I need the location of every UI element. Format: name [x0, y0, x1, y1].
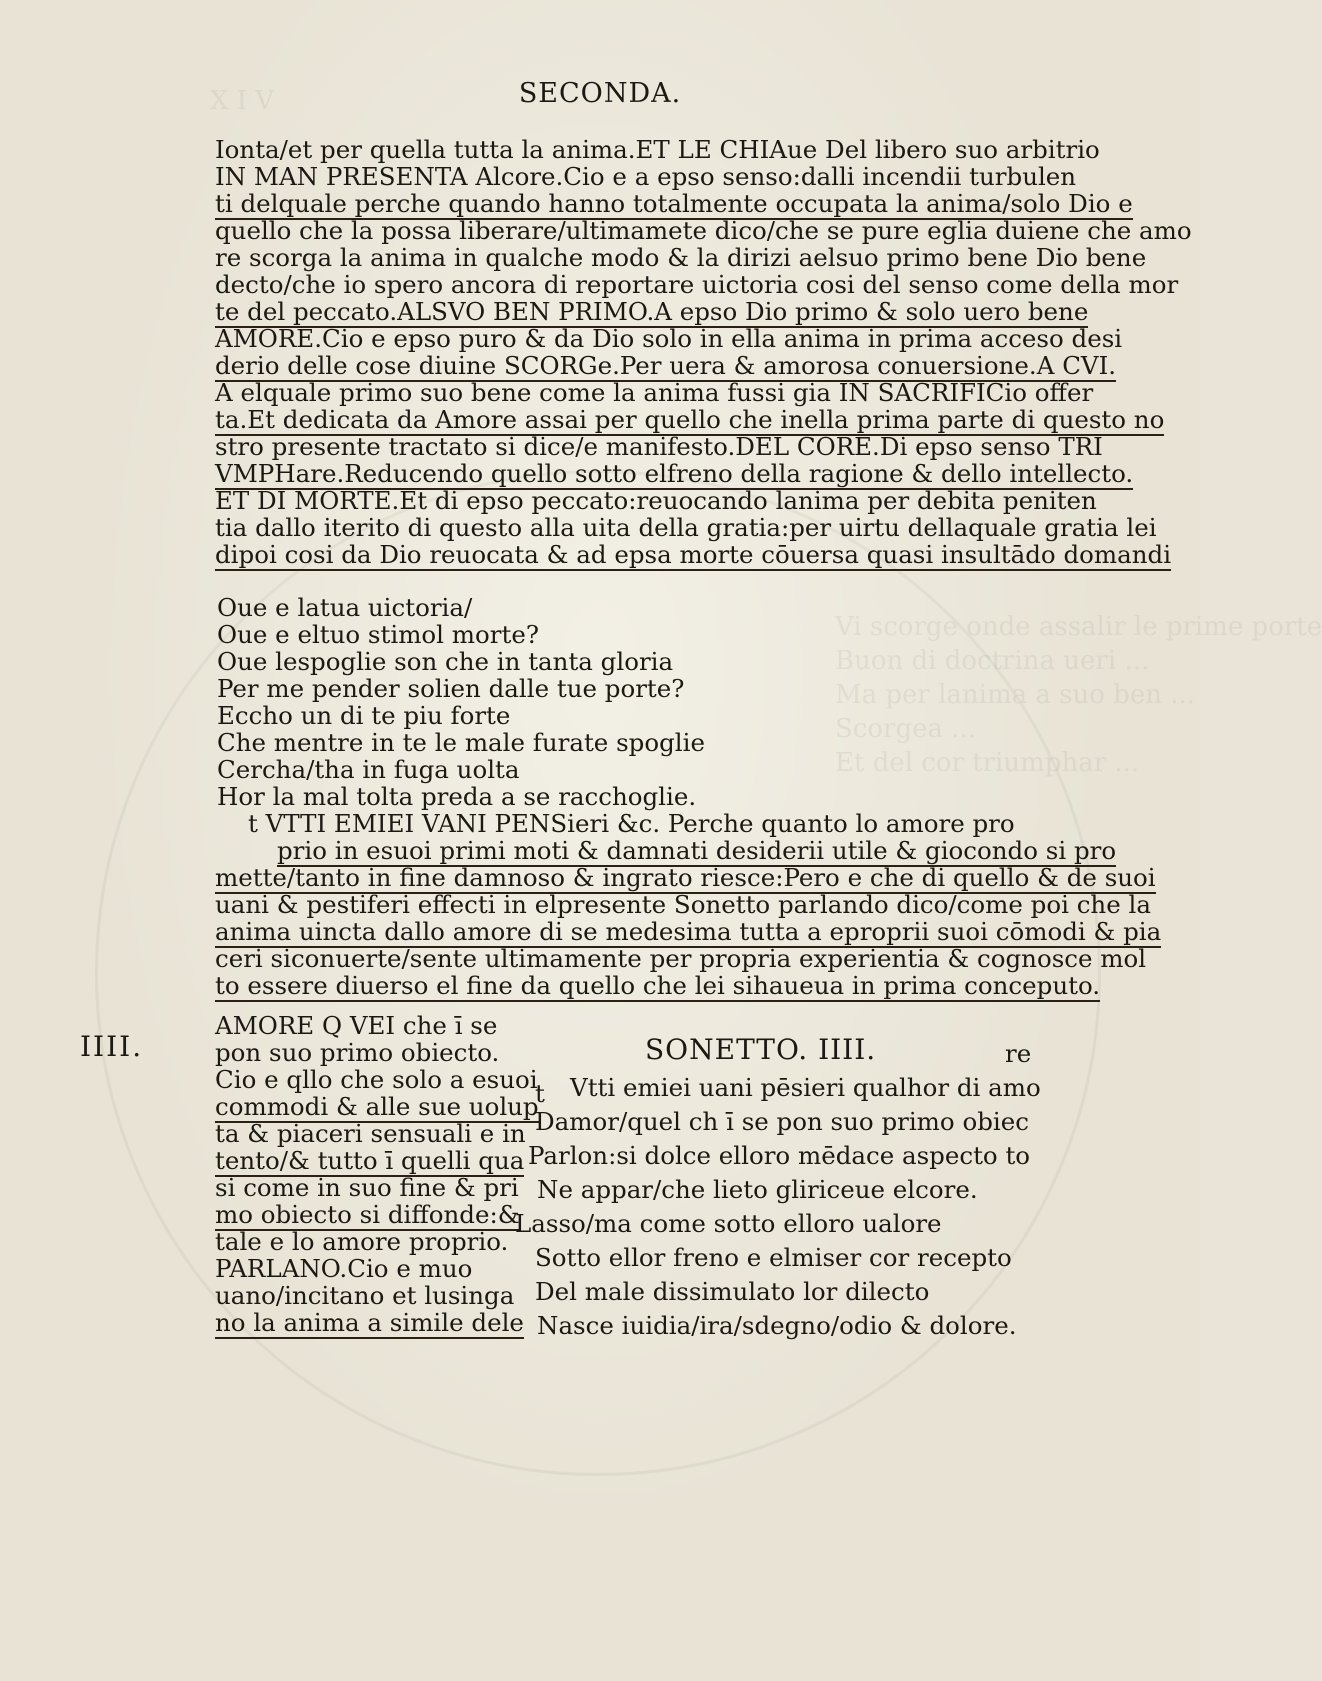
text-line: anima uincta dallo amore di se medesima tutta a eproprii suoi cōmodi & pia — [215, 917, 1162, 946]
show-through-text: X I V — [210, 86, 275, 116]
text-line: stro presente tractato si dice/e manifesto.DEL CORE.Di epso senso TRI — [215, 432, 1103, 461]
gloss-line: PARLANO.Cio e muo — [215, 1254, 473, 1283]
text-line: mette/tanto in fine damnoso & ingrato riesce:Pero e che di quello & de suoi — [215, 863, 1156, 892]
text-line: uani & pestiferi effecti in elpresente Sonetto parlando dico/come poi che la — [215, 890, 1151, 919]
verse-line: Oue e latua uictoria/ — [217, 593, 473, 622]
sonnet-line: Vtti emiei uani pēsieri qualhor di amo — [570, 1073, 1041, 1102]
sonnet-line: Sotto ellor freno e elmiser cor recepto — [535, 1243, 1012, 1272]
text-line: re scorga la anima in qualche modo & la dirizi aelsuo primo bene Dio bene — [215, 243, 1147, 272]
sonnet-initial-guide: t — [535, 1079, 545, 1108]
show-through-text: Vi scorge onde assalir le prime porte Buon di doctrina ueri ... Ma per lanima a suo ben ... Scorgea ... Et del cor triumphar ... — [835, 612, 1322, 778]
text-line: ti delquale perche quando hanno totalmente occupata la anima/solo Dio e — [215, 189, 1133, 218]
catchword: re — [1005, 1039, 1032, 1068]
text-line: to essere diuerso el fine da quello che lei sihaueua in prima conceputo. — [215, 971, 1101, 1000]
gloss-line: tale e lo amore proprio. — [215, 1227, 509, 1256]
sonnet-line: Ne appar/che lieto gliriceue elcore. — [537, 1175, 978, 1204]
verse-line: Per me pender solien dalle tue porte? — [217, 674, 685, 703]
margin-section-number: IIII. — [80, 1030, 144, 1063]
sonnet-line: Damor/quel ch ī se pon suo primo obiec — [535, 1107, 1029, 1136]
gloss-line: mo obiecto si diffonde:& — [215, 1200, 520, 1229]
verse-line: Eccho un di te piu forte — [217, 701, 511, 730]
text-line: ceri siconuerte/sente ultimamente per propria experientia & cognosce mol — [215, 944, 1147, 973]
text-line: IN MAN PRESENTA Alcore.Cio e a epso senso:dalli incendii turbulen — [215, 162, 1077, 191]
text-line: ET DI MORTE.Et di epso peccato:reuocando lanima per debita peniten — [215, 486, 1097, 515]
sonnet-line: Del male dissimulato lor dilecto — [535, 1277, 930, 1306]
gloss-line: si come in suo fine & pri — [215, 1173, 519, 1202]
text-line: AMORE.Cio e epso puro & da Dio solo in ella anima in prima acceso desi — [215, 324, 1123, 353]
text-line: te del peccato.ALSVO BEN PRIMO.A epso Dio primo & solo uero bene — [215, 297, 1089, 326]
verse-line: Oue e eltuo stimol morte? — [217, 620, 539, 649]
sonnet-line: Nasce iuidia/ira/sdegno/odio & dolore. — [537, 1311, 1017, 1340]
gloss-line: commodi & alle sue uolup — [215, 1092, 539, 1121]
gloss-line: uano/incitano et lusinga — [215, 1281, 515, 1310]
gloss-line: ta & piaceri sensuali e in — [215, 1119, 526, 1148]
text-line: tia dallo iterito di questo alla uita della gratia:per uirtu dellaquale gratia lei — [215, 513, 1157, 542]
verse-line: Cercha/tha in fuga uolta — [217, 755, 520, 784]
text-line: quello che la possa liberare/ultimamete dico/che se pure eglia duiene che amo — [215, 216, 1192, 245]
gloss-line: pon suo primo obiecto. — [215, 1038, 500, 1067]
text-line: dipoi cosi da Dio reuocata & ad epsa morte cōuersa quasi insultādo domandi — [215, 540, 1172, 569]
gloss-line: no la anima a simile dele — [215, 1308, 524, 1337]
text-line: Ionta/et per quella tutta la anima.ET LE CHIAue Del libero suo arbitrio — [215, 135, 1100, 164]
sonnet-line: Lasso/ma come sotto elloro ualore — [515, 1209, 942, 1238]
gloss-line: AMORE Q VEI che ī se — [215, 1011, 498, 1040]
gloss-line: tento/& tutto ī quelli qua — [215, 1146, 525, 1175]
page-header: SECONDA. — [518, 78, 682, 109]
text-line: derio delle cose diuine SCORGe.Per uera & amorosa conuersione.A CVI. — [215, 351, 1117, 380]
sonnet-title: SONETTO. IIII. — [645, 1033, 877, 1066]
sonnet-line: Parlon:si dolce elloro mēdace aspecto to — [528, 1141, 1031, 1170]
text-line: decto/che io spero ancora di reportare uictoria cosi del senso come della mor — [215, 270, 1179, 299]
text-line: prio in esuoi primi moti & damnati desiderii utile & giocondo si pro — [277, 836, 1117, 865]
text-line: A elquale primo suo bene come la anima fussi gia IN SACRIFICio offer — [215, 378, 1094, 407]
verse-line: Hor la mal tolta preda a se racchoglie. — [217, 782, 697, 811]
text-line: t VTTI EMIEI VANI PENSieri &c. Perche quanto lo amore pro — [248, 809, 1015, 838]
text-line: VMPHare.Reducendo quello sotto elfreno della ragione & dello intellecto. — [215, 459, 1134, 488]
text-line: ta.Et dedicata da Amore assai per quello che inella prima parte di questo no — [215, 405, 1165, 434]
verse-line: Oue lespoglie son che in tanta gloria — [217, 647, 674, 676]
verse-line: Che mentre in te le male furate spoglie — [217, 728, 705, 757]
gloss-line: Cio e qllo che solo a esuoi — [215, 1065, 538, 1094]
